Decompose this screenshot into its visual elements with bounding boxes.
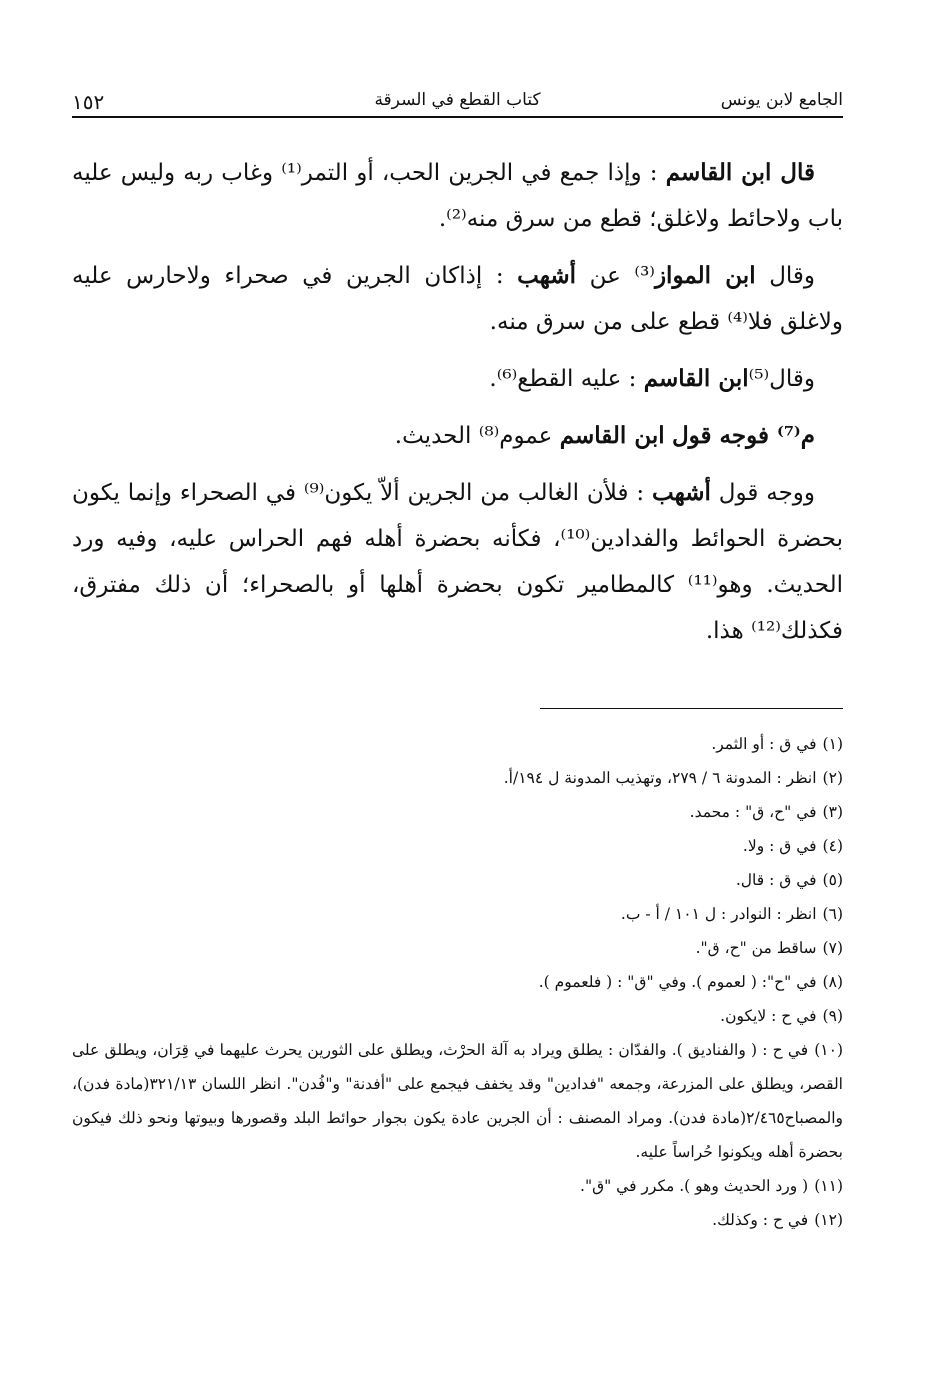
paragraph-text: : عليه القطع⁽⁶⁾. (489, 366, 637, 392)
paragraph-text: ⁽³⁾ عن (589, 263, 655, 289)
speaker-name: ابن المواز (654, 262, 756, 289)
footnote-separator (540, 708, 843, 709)
paragraph-text: : إذاكان الجرين في صحراء ولاحارس عليه ولاغلق فلا⁽⁴⁾ قطع على من سرق منه. (72, 263, 843, 335)
paragraph-3 (72, 356, 843, 402)
footnote-number: (٦) (822, 905, 843, 923)
footnote-text: في ق : قال. (735, 871, 817, 889)
footnote-text: في ح : لايكون. (720, 1007, 817, 1025)
footnote-number: (٩) (822, 1007, 843, 1025)
paragraph-text: : فلأن الغالب من الجرين ألاّ يكون⁽⁹⁾ في الصحراء وإنما يكون بحضرة الحوائط والفدادين⁽¹⁰⁾، فكأنه بحضرة أهله فهم الحراس عليه، وفيه ورد الحديث. وهو⁽¹¹⁾ كالمطامير تكون بحضرة أهلها أو بالصحراء؛ أن ذلك مفترق، فكذلك⁽¹²⁾ هذا. (72, 480, 844, 644)
running-header (72, 88, 843, 118)
paragraph-text: : وإذا جمع في الجرين الحب، أو التمر⁽¹⁾ وغاب ربه وليس عليه باب ولاحائط ولاغلق؛ قطع من سرق منه⁽²⁾. (72, 160, 843, 232)
footnote-number: (٣) (822, 803, 843, 821)
footnote-number: (١) (822, 735, 843, 753)
paragraph-text: وقال⁽⁵⁾ (748, 366, 815, 392)
paragraph-1 (72, 150, 843, 242)
footnote-11 (72, 1169, 843, 1203)
footnote-6 (72, 897, 843, 931)
footnote-1 (72, 727, 843, 761)
chapter-title: كتاب القطع في السرقة (374, 90, 541, 110)
paragraph-2 (72, 253, 843, 345)
footnote-3 (72, 795, 843, 829)
footnote-text: ( ورد الحديث وهو ). مكرر في "ق". (580, 1177, 809, 1195)
footnote-number: (٨) (822, 973, 843, 991)
footnote-text: في ق : أو الثمر. (711, 735, 817, 753)
speaker-name: ابن القاسم (643, 365, 749, 392)
footnote-number: (٢) (822, 769, 843, 787)
page-number: ١٥٢ (72, 90, 105, 114)
footnote-number: (٧) (822, 939, 843, 957)
footnote-text: في ق : ولا. (742, 837, 817, 855)
footnote-text: في ح : ( والفناديق ). والفدّان : يطلق ويراد به آلة الحرْث، ويطلق على الثورين يحرث عليهما في قِرَان، ويطلق على القصر، ويطلق على المزرعة، وجمعه "فدادين" وقد يخفف فيجمع على "أفدنة" و"فُدن". انظر اللسان ٣٢١/١٣(مادة فدن)، والمصباح٢/٤٦٥(مادة فدن). ومراد المصنف : أن الجرين عادة يكون بجوار حوائط البلد وقصورها وبيوتها ونحو ذلك فيكون بحضرة أهله ويكونوا حُراساً عليه. (72, 1041, 843, 1161)
footnote-number: (١١) (814, 1177, 843, 1195)
paragraph-5 (72, 470, 843, 654)
footnote-text: في "ح": ( لعموم ). وفي "ق" : ( فلعموم ). (538, 973, 817, 991)
paragraph-4 (72, 413, 843, 459)
speaker-name: أشهب (517, 262, 577, 289)
footnote-5 (72, 863, 843, 897)
paragraph-text: وقال (769, 263, 816, 289)
book-title: الجامع لابن يونس (720, 90, 843, 110)
footnote-text: ساقط من "ح، ق". (695, 939, 817, 957)
speaker-name: قال ابن القاسم (665, 159, 816, 186)
paragraph-text: م⁽⁷⁾ فوجه قول (671, 422, 815, 449)
footnote-8 (72, 965, 843, 999)
footnote-text: انظر : المدونة ٦ / ٢٧٩، وتهذيب المدونة ل ١٩٤/أ. (503, 769, 817, 787)
footnote-text: انظر : النوادر : ل ١٠١ / أ - ب. (620, 905, 817, 923)
footnote-number: (١٢) (814, 1211, 843, 1229)
speaker-name: أشهب (652, 479, 711, 506)
footnote-2 (72, 761, 843, 795)
speaker-name: ابن القاسم (559, 422, 665, 449)
paragraph-text: ووجه قول (718, 480, 816, 506)
footnote-number: (٤) (822, 837, 843, 855)
footnote-4 (72, 829, 843, 863)
paragraph-text: عموم⁽⁸⁾ الحديث. (394, 423, 553, 449)
footnote-7 (72, 931, 843, 965)
main-text (72, 150, 843, 665)
footnote-number: (١٠) (814, 1041, 843, 1059)
header-rule (72, 116, 843, 118)
footnotes (72, 727, 843, 1237)
footnote-12 (72, 1203, 843, 1237)
footnote-text: في "ح، ق" : محمد. (689, 803, 817, 821)
footnote-number: (٥) (822, 871, 843, 889)
footnote-10 (72, 1033, 843, 1169)
footnote-text: في ح : وكذلك. (712, 1211, 809, 1229)
footnote-9 (72, 999, 843, 1033)
